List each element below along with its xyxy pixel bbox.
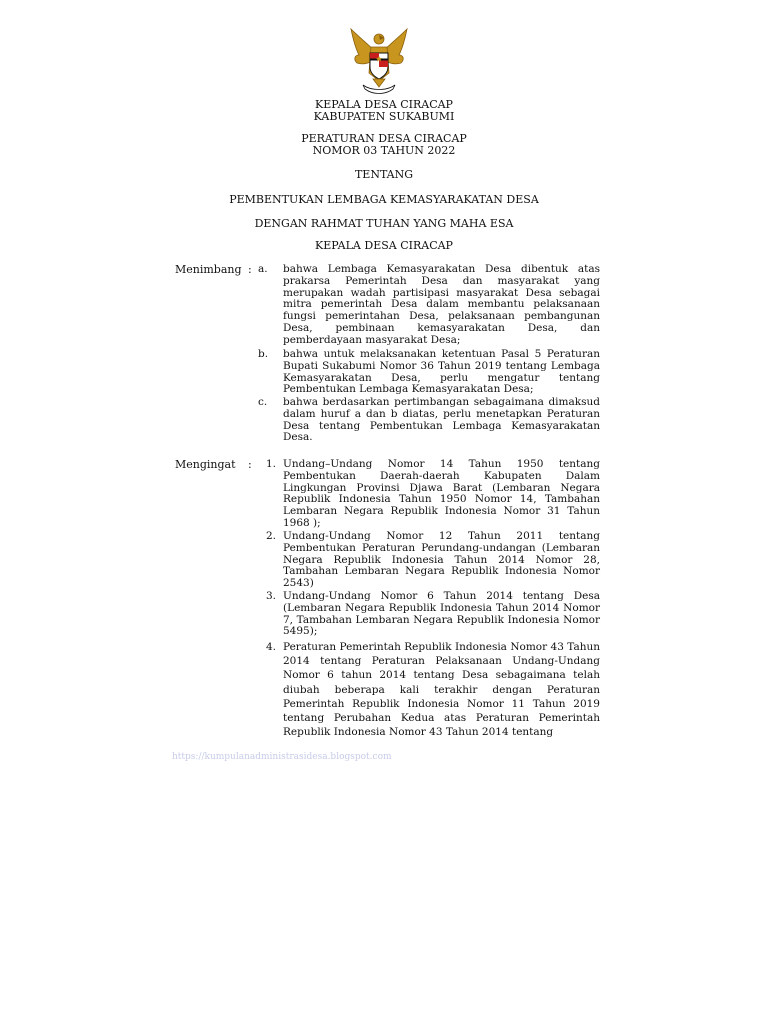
about-label: TENTANG [354, 168, 414, 181]
item-text: bahwa untuk melaksanakan ketentuan Pasal 5 Peraturan Bupati Sukabumi Nomor 36 Tahun 2019 tentang Lembaga Kemasyarakatan Desa, perlu mengatur tentang Pembentukan Lembaga Kemasyarakatan Desa; [283, 348, 600, 396]
item-text: Peraturan Pemerintah Republik Indonesia Nomor 43 Tahun 2014 tentang Peraturan Pelaksanaan Undang-Undang Nomor 6 tahun 2014 tentang Desa sebagaimana telah diubah beberapa kali terakhir dengan Peraturan Pemerintah Republik Indonesia Nomor 11 Tahun 2019 tentang Perubahan Kedua atas Peraturan Pemerintah Republik Indonesia Nomor 43 Tahun 2014 tentang [283, 641, 600, 739]
item-marker: a. [258, 263, 268, 275]
header-title-1: KEPALA DESA CIRACAP [315, 98, 453, 111]
regulation-number: NOMOR 03 TAHUN 2022 [312, 144, 456, 157]
item-text: bahwa Lembaga Kemasyarakatan Desa dibentuk atas prakarsa Pemerintah Desa dan masyarakat yang merupakan wadah partisipasi masyarakat Desa sebagai mitra pemerintah Desa dalam membantu pelaksanaan fungsi pemerintahan Desa, pelaksanaan pembangunan Desa, pembinaan kemasyarakatan Desa, dan pemberdayaan masyarakat Desa; [283, 263, 600, 346]
garuda-emblem-icon [345, 25, 413, 95]
item-marker: 3. [265, 590, 276, 602]
item-marker: b. [258, 348, 269, 360]
source-link[interactable]: https://kumpulanadministrasidesa.blogspot.com [172, 752, 392, 762]
issuer-title: KEPALA DESA CIRACAP [315, 239, 453, 252]
header-title-2: KABUPATEN SUKABUMI [313, 110, 455, 123]
item-text: Undang–Undang Nomor 14 Tahun 1950 tentang Pembentukan Daerah-daerah Kabupaten Dalam Lingkungan Provinsi Djawa Barat (Lembaran Negara Republik Indonesia Tahun 1950 Nomor 14, Tambahan Lembaran Negara Republik Indonesia Nomor 31 Tahun 1968 ); [283, 458, 600, 529]
regulation-title: PERATURAN DESA CIRACAP [301, 132, 467, 145]
item-marker: c. [258, 396, 268, 408]
item-text: Undang-Undang Nomor 6 Tahun 2014 tentang Desa (Lembaran Negara Republik Indonesia Tahun 2014 Nomor 7, Tambahan Lembaran Negara Republik Indonesia Nomor 5495); [283, 590, 600, 638]
preamble-line: DENGAN RAHMAT TUHAN YANG MAHA ESA [254, 217, 514, 230]
item-marker: 4. [265, 641, 276, 653]
mengingat-colon: : [248, 458, 252, 471]
menimbang-label: Menimbang [175, 263, 242, 276]
regulation-subject: PEMBENTUKAN LEMBAGA KEMASYARAKATAN DESA [229, 193, 539, 206]
menimbang-colon: : [248, 263, 252, 276]
item-text: Undang-Undang Nomor 12 Tahun 2011 tentang Pembentukan Peraturan Perundang-undangan (Lembaran Negara Republik Indonesia Tahun 2014 Nomor 28, Tambahan Lembaran Negara Republik Indonesia Nomor 2543) [283, 530, 600, 590]
item-marker: 2. [265, 530, 276, 542]
item-marker: 1. [265, 458, 276, 470]
item-text: bahwa berdasarkan pertimbangan sebagaimana dimaksud dalam huruf a dan b diatas, perlu menetapkan Peraturan Desa tentang Pembentukan Lembaga Kemasyarakatan Desa. [283, 396, 600, 444]
mengingat-label: Mengingat [175, 458, 236, 471]
